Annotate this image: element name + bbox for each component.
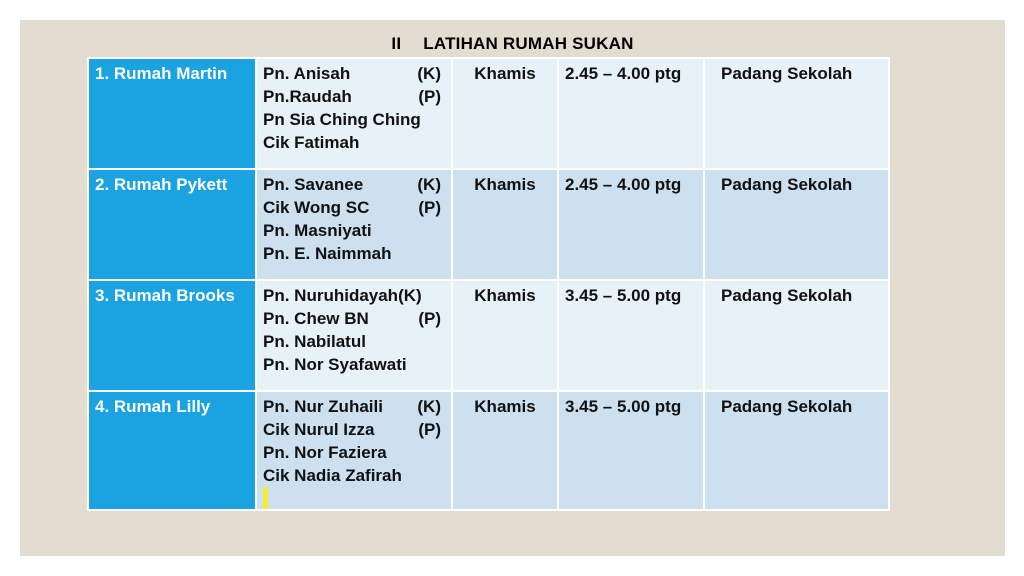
teacher-role — [441, 464, 445, 487]
teacher-role — [441, 108, 445, 131]
teachers-cell — [256, 391, 452, 510]
teachers-cell — [256, 58, 452, 169]
teacher-role — [441, 353, 445, 376]
teacher-role — [441, 441, 445, 464]
teacher-name: Cik Fatimah — [263, 133, 360, 152]
venue-cell: Padang Sekolah — [704, 391, 889, 510]
table-row — [88, 391, 889, 510]
page-title — [20, 34, 1005, 54]
teacher-line — [263, 85, 445, 108]
venue-cell: Padang Sekolah — [704, 280, 889, 391]
table-row — [88, 58, 889, 169]
teacher-line — [263, 330, 445, 353]
teacher-line — [263, 284, 445, 307]
teacher-line — [263, 242, 445, 265]
teacher-role: (K) — [417, 64, 441, 83]
teacher-name: Cik Wong SC — [263, 198, 370, 217]
venue-cell: Padang Sekolah — [704, 169, 889, 280]
slide-canvas — [20, 20, 1005, 556]
day-cell: Khamis — [452, 280, 558, 391]
teacher-name: Cik Nadia Zafirah — [263, 466, 402, 485]
teacher-role — [441, 330, 445, 353]
teacher-name: Pn. Anisah — [263, 64, 351, 83]
teacher-name: Pn. Chew BN — [263, 309, 369, 328]
teacher-line — [263, 441, 445, 464]
teacher-role — [441, 242, 445, 265]
teacher-role — [441, 219, 445, 242]
teacher-name: Pn. Savanee — [263, 175, 364, 194]
teacher-line — [263, 353, 445, 376]
teacher-role: (P) — [418, 420, 441, 439]
teacher-line — [263, 418, 445, 441]
teacher-role — [441, 131, 445, 154]
teacher-line — [263, 307, 445, 330]
schedule-table — [87, 57, 890, 511]
teacher-role: (P) — [418, 309, 441, 328]
teacher-name: Pn. Nor Faziera — [263, 443, 387, 462]
teacher-name: Pn. Nuruhidayah(K) — [263, 286, 422, 305]
teacher-name: Pn.Raudah — [263, 87, 352, 106]
teachers-cell — [256, 280, 452, 391]
time-cell: 2.45 – 4.00 ptg — [558, 169, 704, 280]
house-name-cell: 3. Rumah Brooks — [88, 280, 256, 391]
teacher-line — [263, 108, 445, 131]
teacher-role — [441, 284, 445, 307]
time-cell: 3.45 – 5.00 ptg — [558, 280, 704, 391]
day-cell: Khamis — [452, 58, 558, 169]
section-title: LATIHAN RUMAH SUKAN — [423, 34, 634, 53]
house-name-cell: 2. Rumah Pykett — [88, 169, 256, 280]
house-name-cell: 4. Rumah Lilly — [88, 391, 256, 510]
teacher-name: Pn. Nabilatul — [263, 332, 366, 351]
teacher-role: (K) — [417, 397, 441, 416]
table-row — [88, 280, 889, 391]
teacher-role: (P) — [418, 198, 441, 217]
day-cell: Khamis — [452, 169, 558, 280]
time-cell: 3.45 – 5.00 ptg — [558, 391, 704, 510]
teacher-role: (K) — [417, 175, 441, 194]
teacher-line — [263, 464, 445, 487]
teacher-line — [263, 395, 445, 418]
teacher-line — [263, 131, 445, 154]
venue-cell: Padang Sekolah — [704, 58, 889, 169]
teacher-name: Pn. Nor Syafawati — [263, 355, 407, 374]
time-cell: 2.45 – 4.00 ptg — [558, 58, 704, 169]
teacher-line — [263, 62, 445, 85]
day-cell: Khamis — [452, 391, 558, 510]
teacher-name: Pn. Nur Zuhaili — [263, 397, 383, 416]
teacher-name: Pn. Masniyati — [263, 221, 372, 240]
teacher-line — [263, 196, 445, 219]
text-cursor-highlight — [263, 487, 268, 509]
teacher-role: (P) — [418, 87, 441, 106]
teacher-line — [263, 219, 445, 242]
teachers-cell — [256, 169, 452, 280]
house-name-cell: 1. Rumah Martin — [88, 58, 256, 169]
teacher-name: Pn Sia Ching Ching — [263, 110, 421, 129]
section-number: II — [391, 34, 402, 53]
teacher-name: Pn. E. Naimmah — [263, 244, 392, 263]
teacher-name: Cik Nurul Izza — [263, 420, 375, 439]
teacher-line — [263, 173, 445, 196]
table-row — [88, 169, 889, 280]
